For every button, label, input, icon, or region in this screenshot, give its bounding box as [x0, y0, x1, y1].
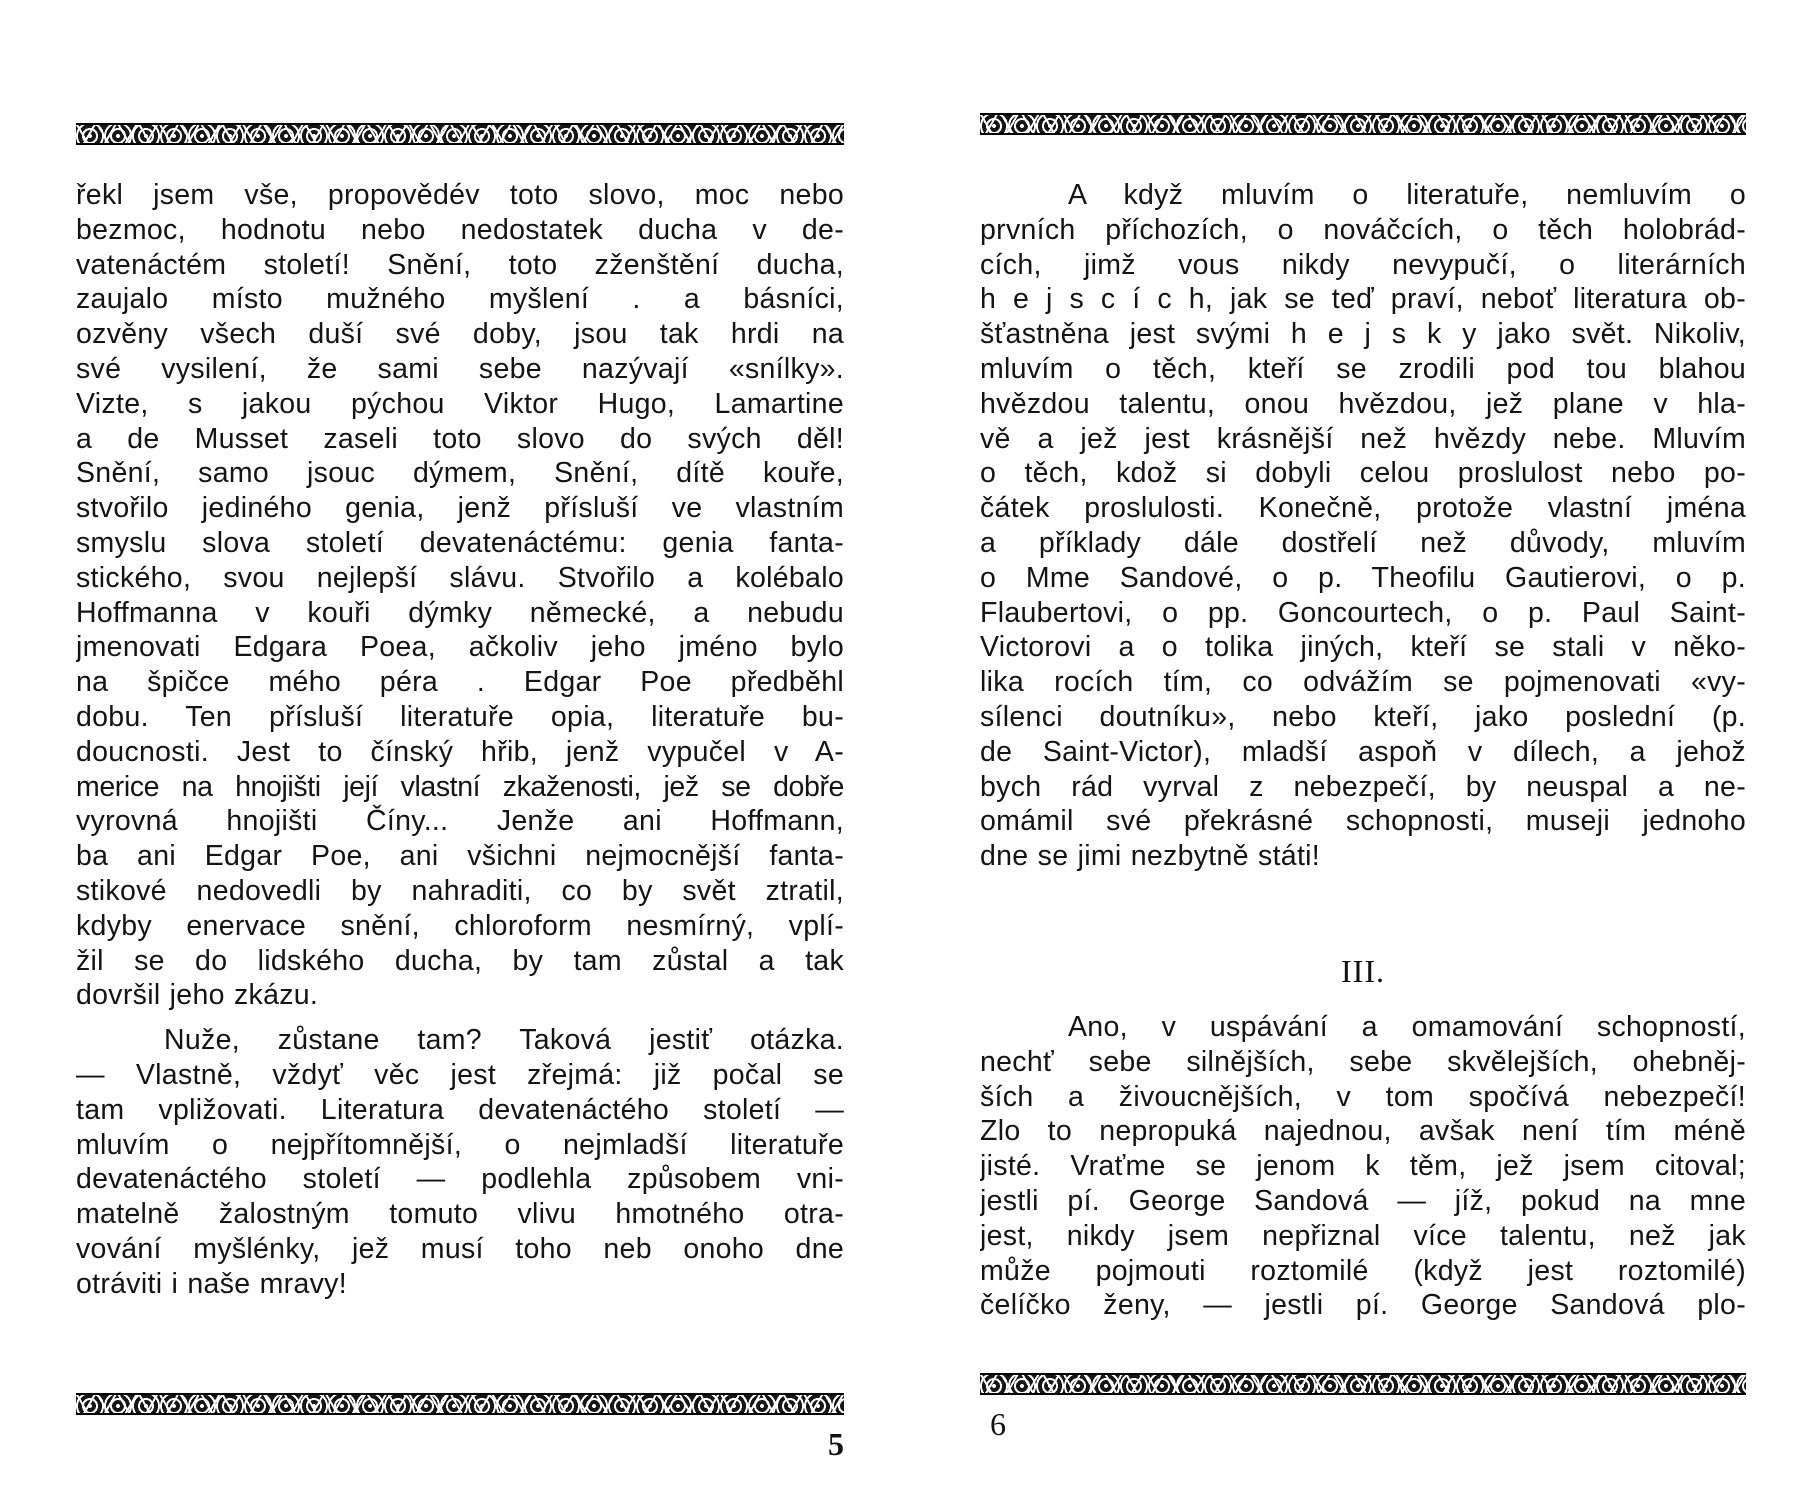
text-line: dobu. Ten přísluší literatuře opia, literatuře bu-: [76, 700, 844, 733]
text-line: vování myšlénky, jež musí toho neb onoho dne: [76, 1232, 844, 1265]
text-line: stického, svou nejlepší slávu. Stvořilo a kolébalo: [76, 561, 844, 594]
text-line: omámil své překrásné schopnosti, museji jednoho: [980, 805, 1746, 838]
text-line: jest, nikdy jsem nepřiznal více talentu, než jak: [980, 1219, 1746, 1252]
text-line: dne se jimi nezbytně státi!: [980, 840, 1321, 873]
top-ornament-border: [76, 123, 844, 145]
text-line: žil se do lidského ducha, by tam zůstal a tak: [76, 944, 844, 977]
text-line: Hoffmanna v kouři dýmky německé, a nebudu: [76, 596, 844, 629]
text-line: jestli pí. George Sandová — jíž, pokud na mne: [980, 1184, 1746, 1217]
text-line: cích, jimž vous nikdy nevypučí, o literárních: [980, 248, 1746, 281]
right-page-body-text: [980, 178, 1746, 874]
left-page: [76, 0, 844, 1500]
text-line: může pojmouti roztomilé (když jest roztomilé): [980, 1254, 1746, 1287]
text-line: bych rád vyrval z nebezpečí, by neuspal a ne-: [980, 770, 1746, 803]
right-page: [980, 0, 1746, 1500]
text-line: čátek proslulosti. Konečně, protože vlastní jména: [980, 492, 1746, 525]
text-line: Zlo to nepropuká najednou, avšak není tím méně: [980, 1115, 1746, 1148]
text-line: a příklady dále dostřelí než důvody, mluvím: [980, 526, 1746, 559]
text-line: své vysilení, že sami sebe nazývají «snílky».: [76, 352, 844, 385]
text-line: kdyby enervace snění, chloroform nesmírný, vplí-: [76, 909, 844, 942]
text-line: Flaubertovi, o pp. Goncourtech, o p. Paul Saint-: [980, 596, 1746, 629]
text-line: A když mluvím o literatuře, nemluvím o: [1068, 179, 1746, 211]
text-line: o těch, kdož si dobyli celou proslulost nebo po-: [980, 457, 1746, 490]
text-line: devatenáctého století — podlehla způsobem vni-: [76, 1163, 844, 1196]
text-line: čelíčko ženy, — jestli pí. George Sandová plo-: [980, 1289, 1746, 1322]
text-line: na špičce mého péra . Edgar Poe předběhl: [76, 666, 844, 699]
bottom-ornament-border: [980, 1373, 1746, 1395]
text-line: tam vpližovati. Literatura devatenáctého století —: [76, 1093, 844, 1126]
text-line: Nuže, zůstane tam? Taková jestiť otázka.: [164, 1024, 844, 1057]
text-line: mluvím o nejpřítomnější, o nejmladší literatuře: [76, 1128, 844, 1161]
text-line: prvních příchozích, o nováčcích, o těch holobrád-: [980, 213, 1746, 246]
text-line: Victorovi a o tolika jiných, kteří se stali v někо-: [980, 631, 1746, 664]
text-line: h e j s c í c h, jak se teď praví, neboť literatura ob-: [980, 283, 1746, 316]
text-line: sílenci doutníku», nebo kteří, jako poslední (p.: [980, 700, 1746, 733]
text-line: bezmoc, hodnotu nebo nedostatek ducha v de-: [76, 213, 844, 246]
text-line: vyrovná hnojišti Číny... Jenže ani Hoffmann,: [76, 805, 844, 838]
text-line: stikové nedovedli by nahraditi, co by svět ztratil,: [76, 874, 844, 907]
text-line: řekl jsem vše, propovědév toto slovo, moc nebo: [76, 179, 844, 211]
text-line: otráviti i naše mravy!: [76, 1267, 347, 1300]
text-line: mluvím o těch, kteří se zrodili pod tou blahou: [980, 352, 1746, 385]
text-line: doucnosti. Jest to čínský hřib, jenž vypučel v A-: [76, 735, 844, 768]
text-line: matelně žalostným tomuto vlivu hmotného otra-: [76, 1198, 844, 1231]
text-line: Snění, samo jsouc dýmem, Snění, dítě kouře,: [76, 457, 844, 490]
text-line: Vizte, s jakou pýchou Viktor Hugo, Lamartine: [76, 387, 844, 420]
text-line: jisté. Vraťme se jenom k těm, jež jsem citoval;: [980, 1150, 1746, 1183]
text-line: smyslu slova století devatenáctému: genia fanta-: [76, 526, 844, 559]
bottom-ornament-border: [76, 1393, 844, 1415]
text-line: Ano, v uspávání a omamování schopností,: [1068, 1011, 1746, 1043]
text-line: nechť sebe silnějších, sebe skvělejších, ohebněj-: [980, 1045, 1746, 1078]
text-line: dovršil jeho zkázu.: [76, 979, 319, 1012]
text-line: ších a živoucnějších, v tom spočívá nebezpečí!: [980, 1080, 1746, 1113]
text-line: lika rocích tím, co odvážím se pojmenovati «vy-: [980, 666, 1746, 699]
text-line: merice na hnojišti její vlastní zkaženosti, jež se dobře: [76, 770, 844, 803]
text-line: stvořilo jediného genia, jenž přísluší ve vlastním: [76, 492, 844, 525]
top-ornament-border: [980, 113, 1746, 135]
page-number: 5: [828, 1426, 844, 1462]
right-page-body-text-section: [980, 1010, 1746, 1323]
text-line: o Mme Sandové, o p. Theofilu Gautierovi, o p.: [980, 561, 1746, 594]
text-line: a de Musset zaseli toto slovo do svých děl!: [76, 422, 844, 455]
left-page-body-text: [76, 178, 844, 1302]
page-number: 6: [990, 1406, 1006, 1442]
text-line: vě a jež jest krásnější než hvězdy nebe. Mluvím: [980, 422, 1746, 455]
section-heading: III.: [1341, 953, 1385, 989]
text-line: de Saint-Victor), mladší aspoň v dílech, a jehož: [980, 735, 1746, 768]
text-line: — Vlastně, vždyť věc jest zřejmá: již počal se: [76, 1058, 844, 1091]
text-line: ba ani Edgar Poe, ani všichni nejmocnější fanta-: [76, 840, 844, 873]
text-line: vatenáctém století! Snění, toto zženštění ducha,: [76, 248, 844, 281]
text-line: hvězdou talentu, onou hvězdou, jež plane v hla-: [980, 387, 1746, 420]
text-line: zaujalo místo mužného myšlení . a básníci,: [76, 283, 844, 316]
text-line: jmenovati Edgara Poea, ačkoliv jeho jméno bylo: [76, 631, 844, 664]
text-line: ozvěny všech duší své doby, jsou tak hrdi na: [76, 318, 844, 351]
text-line: šťastněna jest svými h e j s k y jako svět. Nikoliv,: [980, 318, 1746, 351]
